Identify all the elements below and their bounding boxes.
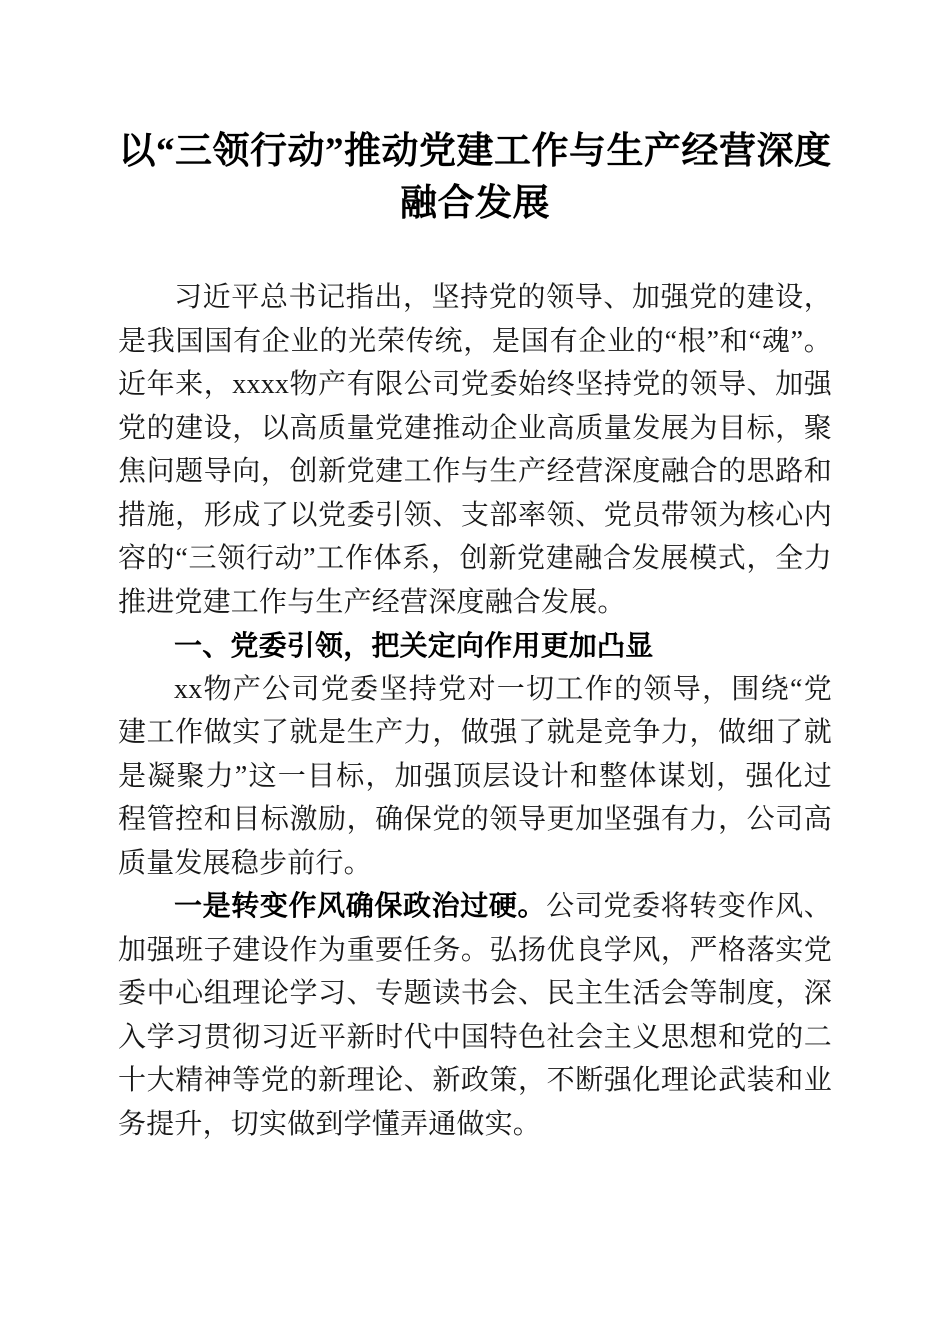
paragraph-intro: 习近平总书记指出，坚持党的领导、加强党的建设，是我国国有企业的光荣传统，是国有企业的“根”和“魂”。近年来，xxxx物产有限公司党委始终坚持党的领导、加强党的建设，以高质量党建推动企业高质量发展为目标，聚焦问题导向，创新党建工作与生产经营深度融合的思路和措施，形成了以党委引领、支部率领、党员带领为核心内容的“三领行动”工作体系，创新党建融合发展模式，全力推进党建工作与生产经营深度融合发展。: [118, 282, 832, 618]
paragraph-point-1-lead: 一是转变作风确保政治过硬。: [174, 891, 547, 922]
document-text-column: [118, 0, 832, 1146]
section-heading-1: 一、党委引领，把关定向作用更加凸显: [174, 630, 654, 661]
paragraph-point-1: [118, 885, 832, 1146]
page-title: 以“三领行动”推动党建工作与生产经营深度融合发展: [118, 131, 832, 224]
paragraph-section1-body: xx物产公司党委坚持党对一切工作的领导，围绕“党建工作做实了就是生产力，做强了就是竞争力，做细了就是凝聚力”这一目标，加强顶层设计和整体谋划，强化过程管控和目标激励，确保党的领导更加坚强有力，公司高质量发展稳步前行。: [118, 673, 832, 879]
paragraph-point-1-body: 公司党委将转变作风、加强班子建设作为重要任务。弘扬优良学风，严格落实党委中心组理论学习、专题读书会、民主生活会等制度，深入学习贯彻习近平新时代中国特色社会主义思想和党的二十大精神等党的新理论、新政策，不断强化理论武装和业务提升，切实做到学懂弄通做实。: [118, 891, 832, 1140]
